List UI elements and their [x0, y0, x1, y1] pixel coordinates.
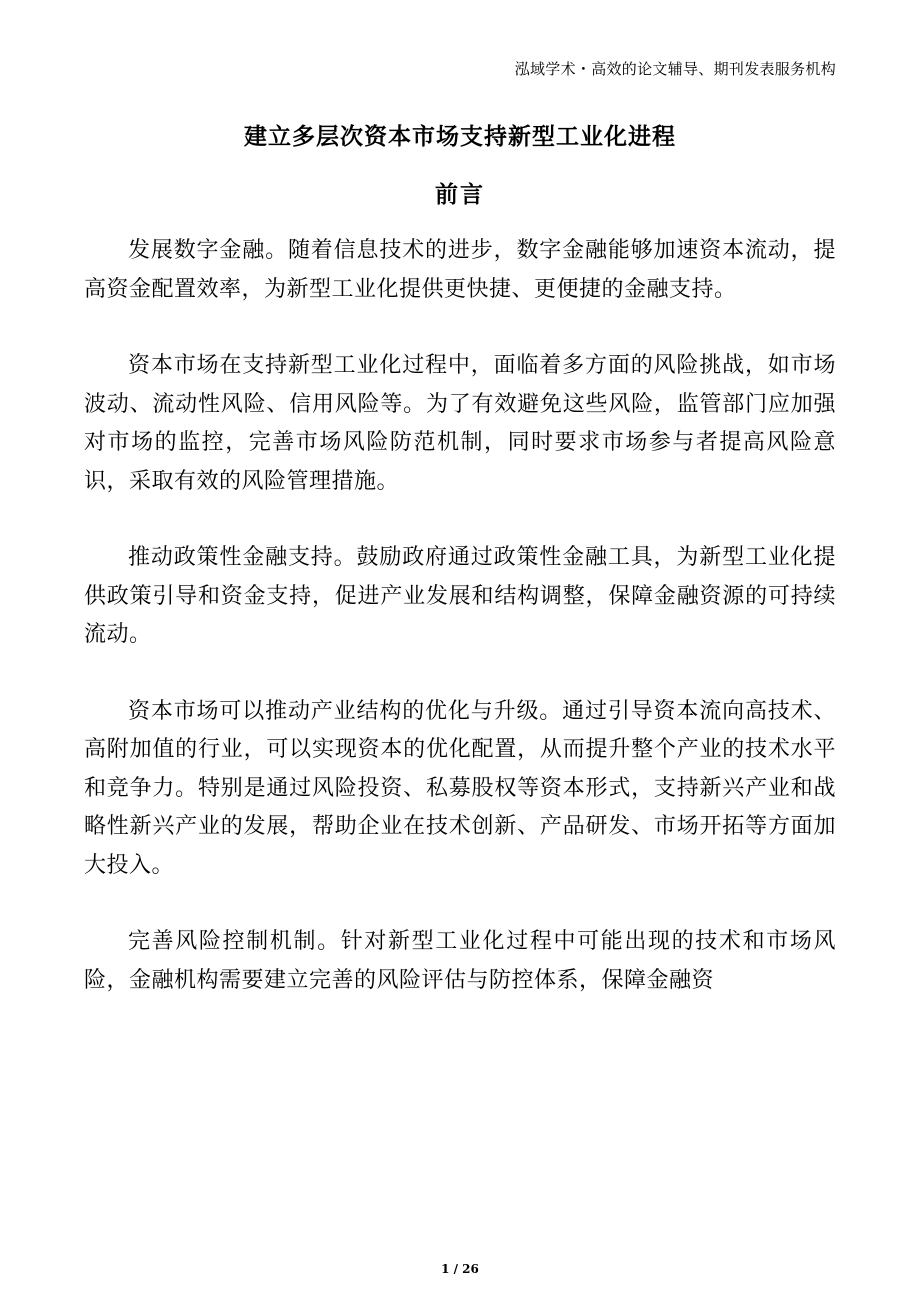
- paragraph-1: 发展数字金融。随着信息技术的进步，数字金融能够加速资本流动，提高资金配置效率，为新型工业化提供更快捷、更便捷的金融支持。: [84, 238, 836, 302]
- document-title: 建立多层次资本市场支持新型工业化进程: [244, 124, 676, 150]
- page-number: 1 / 26: [441, 1262, 479, 1276]
- paragraph-4: 资本市场可以推动产业结构的优化与升级。通过引导资本流向高技术、高附加值的行业，可以实现资本的优化配置，从而提升整个产业的技术水平和竞争力。特别是通过风险投资、私募股权等资本形式，支持新兴产业和战略性新兴产业的发展，帮助企业在技术创新、产品研发、市场开拓等方面加大投入。: [84, 698, 836, 878]
- document-body: [84, 232, 836, 1038]
- section-heading: 前言: [435, 182, 485, 208]
- page-header: 泓域学术・高效的论文辅导、期刊发表服务机构: [514, 60, 836, 78]
- paragraph-5: 完善风险控制机制。针对新型工业化过程中可能出现的技术和市场风险，金融机构需要建立完善的风险评估与防控体系，保障金融资: [84, 929, 836, 993]
- paragraph-2: 资本市场在支持新型工业化过程中，面临着多方面的风险挑战，如市场波动、流动性风险、信用风险等。为了有效避免这些风险，监管部门应加强对市场的监控，完善市场风险防范机制，同时要求市场参与者提高风险意识，采取有效的风险管理措施。: [84, 353, 836, 494]
- paragraph-3: 推动政策性金融支持。鼓励政府通过政策性金融工具，为新型工业化提供政策引导和资金支持，促进产业发展和结构调整，保障金融资源的可持续流动。: [84, 545, 836, 647]
